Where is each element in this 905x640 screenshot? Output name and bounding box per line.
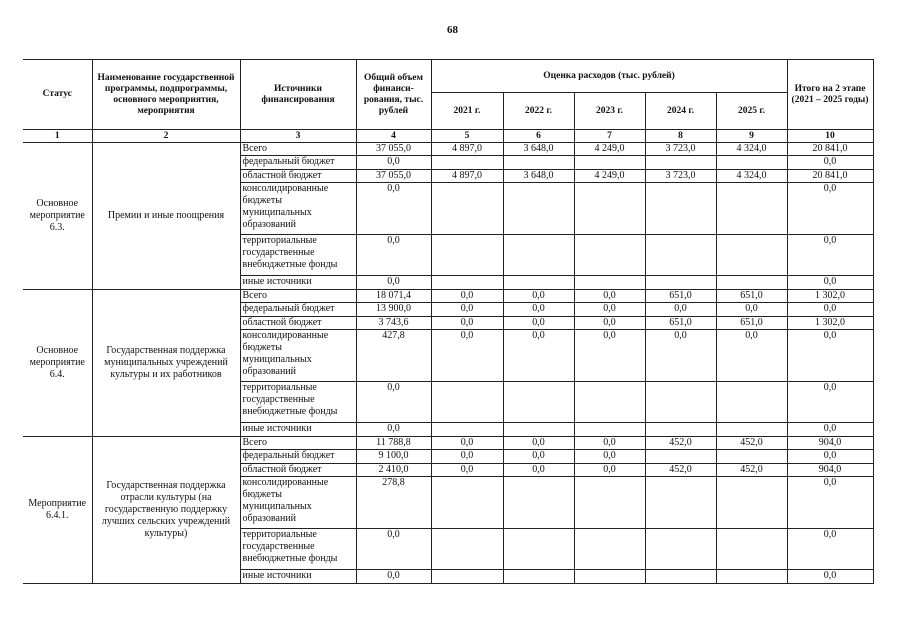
- amount-y2023: 0,0: [574, 317, 645, 330]
- amount-itogo: 0,0: [787, 477, 873, 529]
- header-year-2023: 2023 г.: [574, 93, 645, 130]
- amount-y2021: 4 897,0: [431, 143, 503, 156]
- funding-source: консолидированные бюджеты муниципальных образований: [240, 330, 356, 382]
- amount-itogo: 0,0: [787, 156, 873, 170]
- amount-total: 11 788,8: [356, 437, 431, 450]
- amount-total: 37 055,0: [356, 143, 431, 156]
- column-number: 10: [787, 130, 873, 143]
- funding-source: федеральный бюджет: [240, 303, 356, 317]
- amount-y2025: 0,0: [716, 303, 787, 317]
- funding-source: иные источники: [240, 570, 356, 584]
- funding-source: Всего: [240, 143, 356, 156]
- amount-total: 3 743,6: [356, 317, 431, 330]
- block-status: Мероприятие 6.4.1.: [23, 437, 92, 584]
- amount-itogo: 904,0: [787, 464, 873, 477]
- amount-y2023: [574, 570, 645, 584]
- amount-y2025: [716, 382, 787, 423]
- amount-itogo: 1 302,0: [787, 317, 873, 330]
- amount-y2023: 0,0: [574, 330, 645, 382]
- column-number: 3: [240, 130, 356, 143]
- amount-y2023: 4 249,0: [574, 170, 645, 183]
- header-year-2024: 2024 г.: [645, 93, 716, 130]
- amount-y2024: 651,0: [645, 290, 716, 303]
- column-number: 6: [503, 130, 574, 143]
- amount-itogo: 0,0: [787, 423, 873, 437]
- amount-y2024: 3 723,0: [645, 170, 716, 183]
- table-row: [23, 290, 873, 303]
- amount-y2024: [645, 276, 716, 290]
- amount-y2025: 0,0: [716, 330, 787, 382]
- amount-y2024: 452,0: [645, 437, 716, 450]
- column-number: 9: [716, 130, 787, 143]
- amount-total: 0,0: [356, 183, 431, 235]
- amount-y2022: 3 648,0: [503, 170, 574, 183]
- funding-source: территориальные государственные внебюджетные фонды: [240, 529, 356, 570]
- amount-itogo: 0,0: [787, 330, 873, 382]
- header-year-2021: 2021 г.: [431, 93, 503, 130]
- amount-y2022: 0,0: [503, 450, 574, 464]
- amount-total: 13 900,0: [356, 303, 431, 317]
- amount-y2023: [574, 423, 645, 437]
- amount-itogo: 0,0: [787, 529, 873, 570]
- amount-y2025: [716, 276, 787, 290]
- amount-y2025: [716, 423, 787, 437]
- column-number: 8: [645, 130, 716, 143]
- amount-y2024: 452,0: [645, 464, 716, 477]
- amount-y2023: [574, 529, 645, 570]
- amount-y2021: [431, 423, 503, 437]
- amount-total: 0,0: [356, 276, 431, 290]
- header-itogo: Итого на 2 этапе (2021 – 2025 годы): [787, 60, 873, 130]
- amount-y2024: [645, 529, 716, 570]
- funding-source: иные источники: [240, 423, 356, 437]
- amount-y2022: 0,0: [503, 303, 574, 317]
- amount-y2022: 0,0: [503, 330, 574, 382]
- amount-y2023: [574, 382, 645, 423]
- column-number: 1: [23, 130, 92, 143]
- amount-y2025: [716, 570, 787, 584]
- amount-y2024: [645, 382, 716, 423]
- amount-y2025: [716, 477, 787, 529]
- amount-y2022: [503, 570, 574, 584]
- block-name: Государственная поддержка муниципальных учреждений культуры и их работников: [92, 290, 240, 437]
- amount-y2021: 4 897,0: [431, 170, 503, 183]
- amount-itogo: 0,0: [787, 570, 873, 584]
- header-year-2025: 2025 г.: [716, 93, 787, 130]
- amount-y2024: [645, 423, 716, 437]
- amount-total: 37 055,0: [356, 170, 431, 183]
- amount-y2023: 0,0: [574, 437, 645, 450]
- block-name: Премии и иные поощрения: [92, 143, 240, 290]
- amount-y2025: [716, 529, 787, 570]
- amount-y2021: [431, 382, 503, 423]
- amount-y2024: 0,0: [645, 303, 716, 317]
- funding-source: областной бюджет: [240, 317, 356, 330]
- amount-y2021: 0,0: [431, 464, 503, 477]
- amount-itogo: 0,0: [787, 450, 873, 464]
- header-year-2022: 2022 г.: [503, 93, 574, 130]
- amount-itogo: 0,0: [787, 303, 873, 317]
- amount-y2023: [574, 477, 645, 529]
- funding-source: федеральный бюджет: [240, 450, 356, 464]
- column-number: 4: [356, 130, 431, 143]
- table-row: [23, 143, 873, 156]
- amount-itogo: 0,0: [787, 183, 873, 235]
- funding-source: Всего: [240, 290, 356, 303]
- header-total: Общий объем финанси-рования, тыс. рублей: [356, 60, 431, 130]
- amount-y2025: [716, 183, 787, 235]
- amount-y2022: [503, 529, 574, 570]
- amount-y2023: [574, 235, 645, 276]
- amount-y2025: 4 324,0: [716, 143, 787, 156]
- page-number: 68: [447, 24, 458, 36]
- amount-total: 0,0: [356, 382, 431, 423]
- amount-y2023: [574, 276, 645, 290]
- amount-total: 2 410,0: [356, 464, 431, 477]
- amount-y2022: 0,0: [503, 464, 574, 477]
- funding-source: консолидированные бюджеты муниципальных образований: [240, 183, 356, 235]
- amount-y2021: [431, 235, 503, 276]
- amount-total: 0,0: [356, 156, 431, 170]
- amount-y2025: 452,0: [716, 437, 787, 450]
- amount-y2022: [503, 183, 574, 235]
- block-status: Основное мероприятие 6.3.: [23, 143, 92, 290]
- block-status: Основное мероприятие 6.4.: [23, 290, 92, 437]
- amount-y2021: [431, 156, 503, 170]
- amount-total: 0,0: [356, 529, 431, 570]
- amount-y2024: 651,0: [645, 317, 716, 330]
- amount-y2022: 0,0: [503, 437, 574, 450]
- amount-y2025: 452,0: [716, 464, 787, 477]
- amount-y2021: 0,0: [431, 317, 503, 330]
- amount-y2025: 651,0: [716, 317, 787, 330]
- amount-y2021: [431, 570, 503, 584]
- amount-y2021: 0,0: [431, 437, 503, 450]
- amount-y2022: [503, 382, 574, 423]
- table-row: [23, 437, 873, 450]
- funding-source: областной бюджет: [240, 464, 356, 477]
- amount-y2023: 0,0: [574, 290, 645, 303]
- amount-y2021: [431, 529, 503, 570]
- amount-y2025: 4 324,0: [716, 170, 787, 183]
- funding-source: консолидированные бюджеты муниципальных образований: [240, 477, 356, 529]
- amount-total: 0,0: [356, 423, 431, 437]
- amount-y2025: [716, 235, 787, 276]
- funding-source: Всего: [240, 437, 356, 450]
- amount-itogo: 1 302,0: [787, 290, 873, 303]
- amount-y2021: 0,0: [431, 303, 503, 317]
- amount-total: 0,0: [356, 570, 431, 584]
- header-status: Статус: [23, 60, 92, 130]
- amount-y2023: [574, 156, 645, 170]
- amount-y2024: [645, 183, 716, 235]
- amount-y2025: [716, 450, 787, 464]
- amount-y2024: [645, 477, 716, 529]
- amount-total: 427,8: [356, 330, 431, 382]
- amount-y2023: 0,0: [574, 464, 645, 477]
- funding-source: федеральный бюджет: [240, 156, 356, 170]
- amount-itogo: 0,0: [787, 382, 873, 423]
- column-number: 7: [574, 130, 645, 143]
- amount-y2022: [503, 156, 574, 170]
- column-number: 2: [92, 130, 240, 143]
- header-sources: Источники финансирования: [240, 60, 356, 130]
- amount-y2024: [645, 235, 716, 276]
- amount-y2025: [716, 156, 787, 170]
- amount-y2024: [645, 156, 716, 170]
- amount-itogo: 904,0: [787, 437, 873, 450]
- amount-y2021: [431, 183, 503, 235]
- budget-table: [23, 59, 874, 584]
- amount-y2024: 3 723,0: [645, 143, 716, 156]
- amount-y2023: 4 249,0: [574, 143, 645, 156]
- amount-y2023: 0,0: [574, 303, 645, 317]
- funding-source: территориальные государственные внебюджетные фонды: [240, 235, 356, 276]
- amount-itogo: 20 841,0: [787, 143, 873, 156]
- table-body: [23, 143, 873, 584]
- block-name: Государственная поддержка отрасли культуры (на государственную поддержку лучших сельских учреждений культуры): [92, 437, 240, 584]
- amount-y2022: [503, 477, 574, 529]
- amount-y2021: 0,0: [431, 290, 503, 303]
- amount-y2022: [503, 276, 574, 290]
- column-number: 5: [431, 130, 503, 143]
- header-name: Наименование государственной программы, подпрограммы, основного мероприятия, мероприятия: [92, 60, 240, 130]
- amount-y2022: 3 648,0: [503, 143, 574, 156]
- amount-total: 0,0: [356, 235, 431, 276]
- amount-y2021: 0,0: [431, 330, 503, 382]
- funding-source: территориальные государственные внебюджетные фонды: [240, 382, 356, 423]
- amount-y2021: 0,0: [431, 450, 503, 464]
- amount-y2021: [431, 477, 503, 529]
- amount-itogo: 0,0: [787, 276, 873, 290]
- amount-y2025: 651,0: [716, 290, 787, 303]
- amount-itogo: 0,0: [787, 235, 873, 276]
- amount-total: 278,8: [356, 477, 431, 529]
- amount-y2023: [574, 183, 645, 235]
- amount-y2024: [645, 450, 716, 464]
- amount-y2023: 0,0: [574, 450, 645, 464]
- amount-y2022: 0,0: [503, 317, 574, 330]
- amount-y2022: [503, 235, 574, 276]
- amount-y2022: [503, 423, 574, 437]
- amount-y2022: 0,0: [503, 290, 574, 303]
- amount-itogo: 20 841,0: [787, 170, 873, 183]
- amount-y2024: [645, 570, 716, 584]
- header-estimate: Оценка расходов (тыс. рублей): [431, 60, 787, 93]
- amount-total: 18 071,4: [356, 290, 431, 303]
- amount-y2024: 0,0: [645, 330, 716, 382]
- funding-source: областной бюджет: [240, 170, 356, 183]
- amount-total: 9 100,0: [356, 450, 431, 464]
- funding-source: иные источники: [240, 276, 356, 290]
- amount-y2021: [431, 276, 503, 290]
